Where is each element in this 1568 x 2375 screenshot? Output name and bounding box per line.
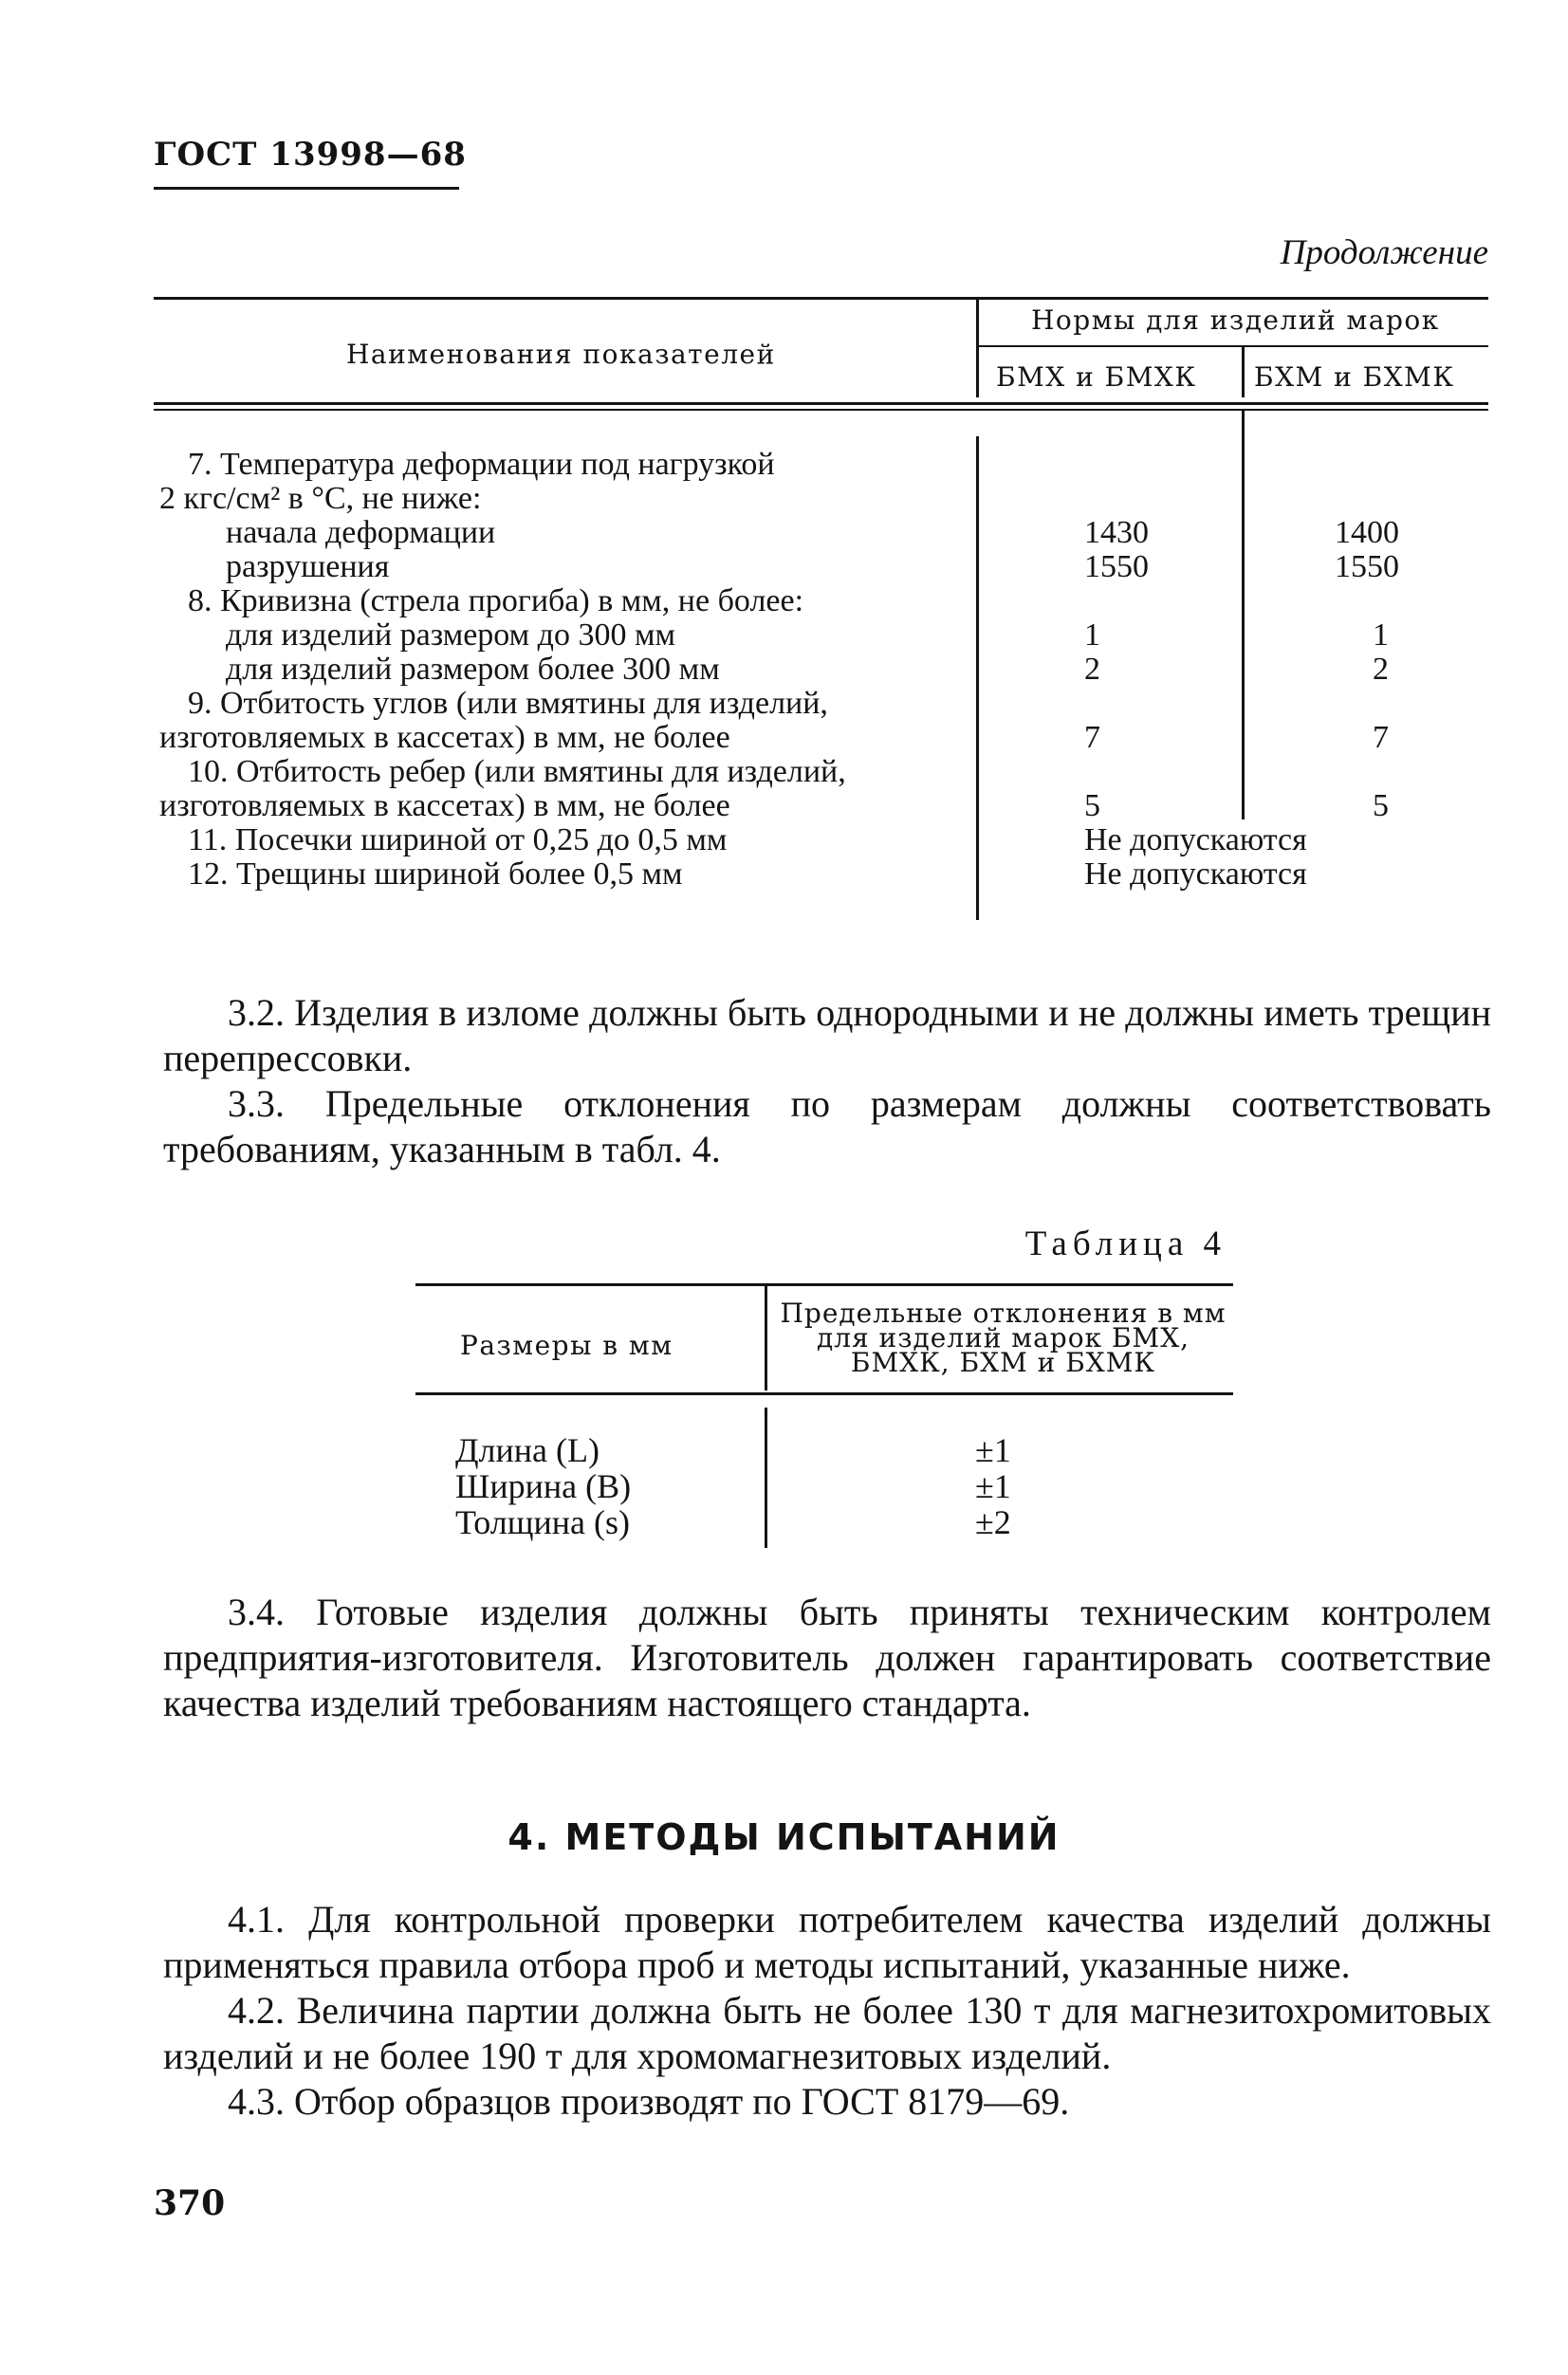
- column-header-bxm: БХМ и БХМК: [1254, 361, 1455, 393]
- subheader-rule: [979, 345, 1488, 347]
- table-row: 7. Температура деформации под нагрузкой: [188, 447, 775, 482]
- table-row: изготовляемых в кассетах) в мм, не более: [159, 720, 730, 755]
- text-block-4: [163, 1897, 1491, 2125]
- value-bxm: 1400: [1335, 515, 1399, 550]
- paragraph-3-3: 3.3. Предельные отклонения по размерам должны соответствовать требованиям, указанным в табл. 4.: [163, 1082, 1491, 1170]
- column-header-norms: Нормы для изделий марок: [1031, 304, 1440, 336]
- value-bxm: 1550: [1335, 549, 1399, 584]
- value-bxm: 5: [1373, 788, 1389, 823]
- table-row: 11. Посечки шириной от 0,25 до 0,5 мм: [188, 822, 728, 857]
- table-row: 2 кгс/см² в °С, не ниже:: [159, 481, 482, 516]
- table-header-rule: [154, 402, 1488, 405]
- table-4-header-divider: [765, 1286, 767, 1390]
- table-row: 8. Кривизна (стрела прогиба) в мм, не более:: [188, 583, 804, 618]
- table-body-divider-2: [1242, 410, 1245, 819]
- table-row: Ширина (B): [455, 1467, 632, 1505]
- table-row: 10. Отбитость ребер (или вмятины для изделий,: [188, 754, 846, 789]
- table-row: начала деформации: [226, 515, 496, 550]
- table-row: разрушения: [226, 549, 390, 584]
- table-4-header-rule: [415, 1392, 1233, 1395]
- value-bmx: 5: [1084, 788, 1100, 823]
- continuation-label: Продолжение: [1280, 233, 1488, 272]
- table-4-title: Таблица 4: [1024, 1224, 1227, 1263]
- table-4-col-size: Размеры в мм: [460, 1330, 673, 1361]
- paragraph-3-2: 3.2. Изделия в изломе должны быть однородными и не должны иметь трещин перепрессовки.: [163, 991, 1491, 1079]
- value-bmx: 7: [1084, 720, 1100, 755]
- value-bmx: 1430: [1084, 515, 1149, 550]
- table-row: изготовляемых в кассетах) в мм, не более: [159, 788, 730, 823]
- value-bxm: 7: [1373, 720, 1389, 755]
- table-row: для изделий размером более 300 мм: [226, 652, 720, 687]
- header-rule: [154, 187, 459, 190]
- paragraph-4-2: 4.2. Величина партии должна быть не более 130 т для магнезитохромитовых изделий и не более 190 т для хромомагнезитовых изделий.: [163, 1989, 1491, 2077]
- table-4-top-rule: [415, 1283, 1233, 1286]
- table-4-body-divider: [765, 1408, 767, 1548]
- value-bmx: 2: [1084, 652, 1100, 687]
- paragraph-4-1: 4.1. Для контрольной проверки потребителем качества изделий должны применяться правила отбора проб и методы испытаний, указанные ниже.: [163, 1898, 1491, 1986]
- value-span: Не допускаются: [1084, 823, 1311, 857]
- table-row: 12. Трещины шириной более 0,5 мм: [188, 856, 683, 892]
- text-block-3: [163, 990, 1491, 1172]
- text-block-3-4: [163, 1590, 1491, 1726]
- section-title: 4. МЕТОДЫ ИСПЫТАНИЙ: [507, 1816, 1061, 1858]
- table-row: Длина (L): [455, 1431, 600, 1469]
- table-row: для изделий размером до 300 мм: [226, 617, 676, 653]
- table-4-col-deviation: Предельные отклонения в мм для изделий марок БМХ, БМХК, БХМ и БХМК: [780, 1298, 1227, 1378]
- table-body-divider: [976, 436, 979, 920]
- paragraph-3-4: 3.4. Готовые изделия должны быть приняты техническим контролем предприятия-изготовителя. Изготовитель должен гарантировать соответствие качества изделий требованиям настоящего стандарта.: [163, 1591, 1491, 1724]
- value-bmx: 1550: [1084, 549, 1149, 584]
- table-row: Толщина (s): [455, 1503, 630, 1541]
- subheader-divider: [1242, 347, 1245, 397]
- table-top-rule: [154, 297, 1488, 300]
- column-header-name: Наименования показателей: [346, 339, 776, 370]
- column-header-bmx: БМХ и БМХК: [996, 361, 1197, 393]
- value-span: Не допускаются: [1084, 857, 1311, 892]
- value-bmx: 1: [1084, 617, 1100, 653]
- value-bxm: 2: [1373, 652, 1389, 687]
- paragraph-4-3: 4.3. Отбор образцов производят по ГОСТ 8179—69.: [228, 2080, 1070, 2123]
- deviation-value: ±2: [975, 1503, 1011, 1541]
- table-row: 9. Отбитость углов (или вмятины для изделий,: [188, 686, 828, 721]
- document-header: ГОСТ 13998—68: [154, 136, 467, 174]
- table-header-rule-2: [154, 409, 1488, 411]
- table-header-divider: [976, 300, 979, 397]
- value-bxm: 1: [1373, 617, 1389, 653]
- page-number: 370: [154, 2183, 226, 2223]
- deviation-value: ±1: [975, 1431, 1011, 1469]
- deviation-value: ±1: [975, 1467, 1011, 1505]
